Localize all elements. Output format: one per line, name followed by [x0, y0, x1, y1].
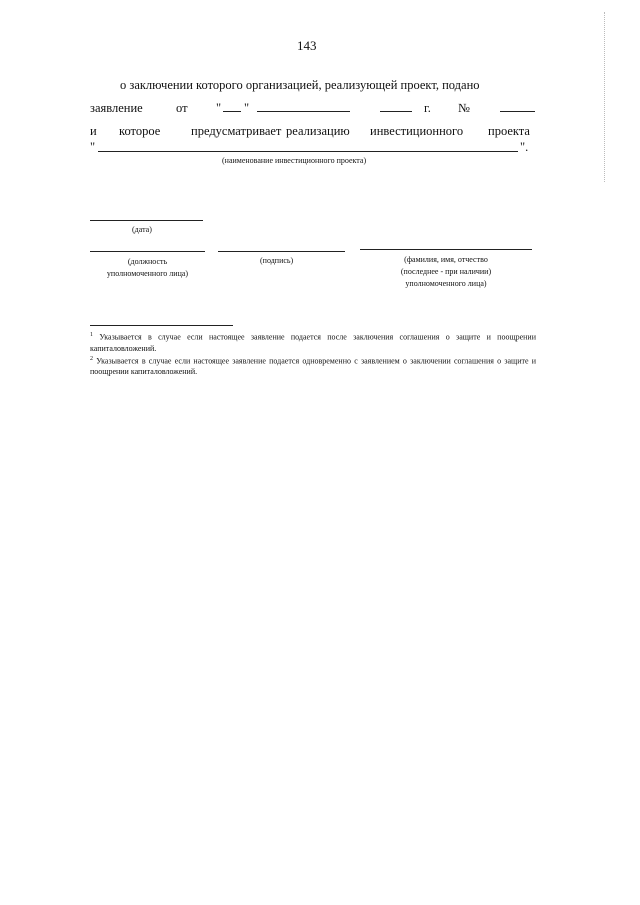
- caption-position-line-1: (должность: [127, 257, 168, 266]
- word: которое: [119, 124, 161, 138]
- position-blank: [90, 251, 205, 252]
- word: реализацию: [286, 124, 350, 138]
- caption-name-line-1: (фамилия, имя, отчество: [404, 255, 488, 264]
- month-blank: [257, 111, 350, 112]
- project-name-blank: [98, 151, 518, 152]
- scan-edge-marks: [604, 12, 609, 182]
- caption-signature: (подпись): [260, 256, 294, 265]
- word: проекта: [488, 124, 530, 138]
- caption-position: [90, 256, 205, 280]
- caption-date: (дата): [132, 225, 152, 234]
- number-blank: [500, 111, 535, 112]
- full-name-blank: [360, 249, 532, 250]
- footnote-1: [90, 330, 536, 354]
- quote-open: ": [216, 101, 222, 115]
- word: инвестиционного: [370, 124, 464, 138]
- footnote-text: Указывается в случае если настоящее заявление подается одновременно с заявлением о заключении соглашения о защите и поощрении капиталовложений.: [90, 356, 537, 377]
- body-text-line-1: о заключении которого организацией, реализующей проект, подано: [120, 78, 480, 92]
- word-ot: от: [176, 101, 188, 115]
- caption-position-line-2: уполномоченного лица): [106, 269, 189, 278]
- caption-name-line-2: (последнее - при наличии): [400, 267, 492, 276]
- quote-open: ": [90, 140, 96, 154]
- number-sign: №: [458, 101, 470, 115]
- year-blank: [380, 111, 412, 112]
- word-zayavlenie: заявление: [90, 101, 143, 115]
- word: предусматривает: [191, 124, 282, 138]
- word: и: [90, 124, 97, 138]
- quote-close: ": [244, 101, 250, 115]
- footnotes: [90, 330, 536, 377]
- date-blank: [90, 220, 203, 221]
- quote-end: ".: [520, 140, 529, 154]
- footnote-mark: 1: [90, 332, 93, 338]
- caption-full-name: [360, 254, 532, 290]
- page-number: 143: [297, 38, 317, 53]
- footnote-separator: [90, 325, 233, 326]
- caption-name-line-3: уполномоченного лица): [405, 279, 487, 288]
- word-year: г.: [424, 101, 431, 115]
- footnote-text: Указывается в случае если настоящее заявление подается после заключения соглашения о защите и поощрении капиталовложений.: [90, 332, 536, 353]
- signature-blank: [218, 251, 345, 252]
- day-blank: [223, 111, 241, 112]
- footnote-2: [90, 354, 536, 378]
- caption-project-name: (наименование инвестиционного проекта): [222, 156, 367, 165]
- footnote-mark: 2: [90, 355, 93, 362]
